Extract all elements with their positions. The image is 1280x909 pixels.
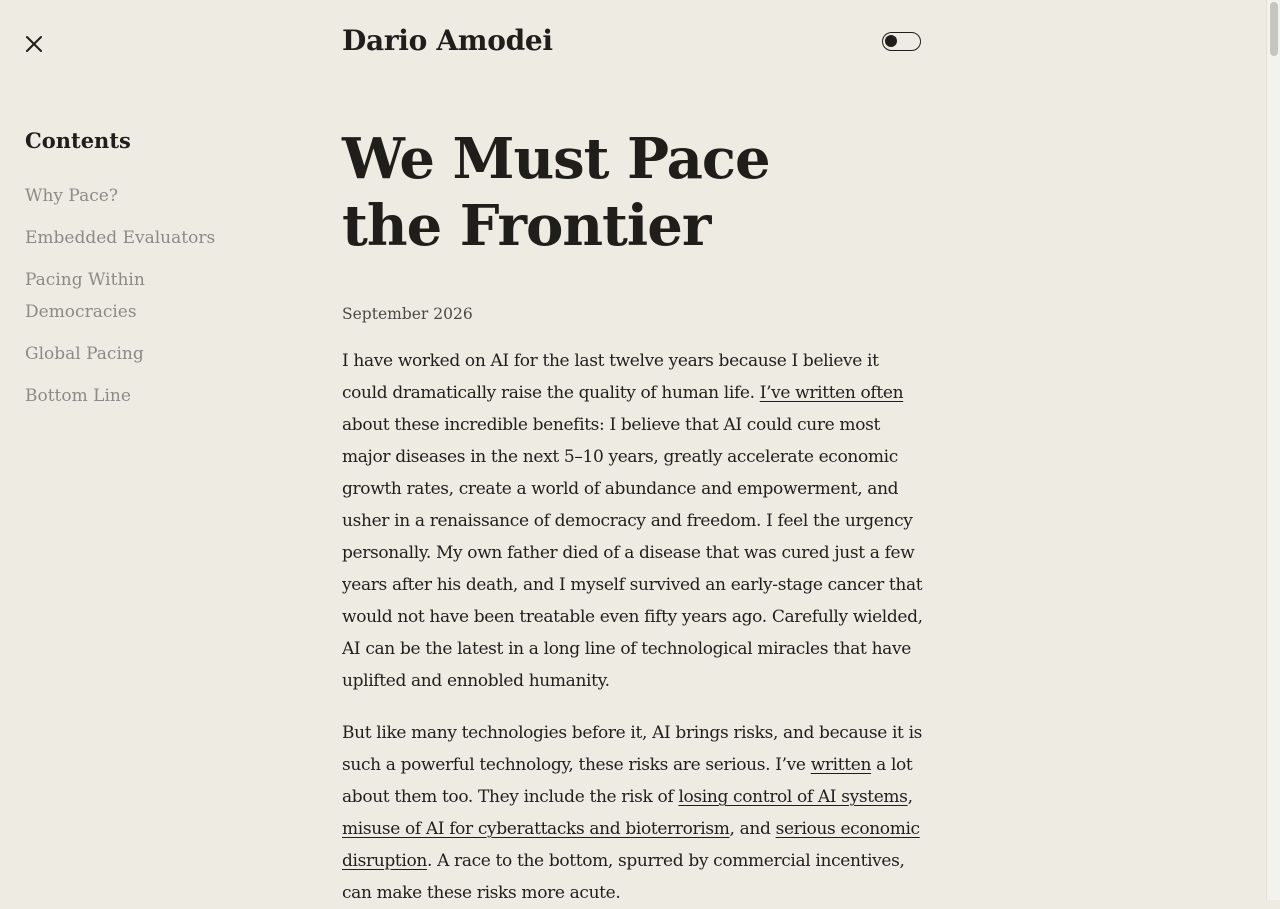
paragraph-1 <box>342 345 924 697</box>
paragraph-text: . A race to the bottom, spurred by commercial incentives, can make these risks more acute. <box>342 851 905 903</box>
link-economic-disruption[interactable]: serious economic disruption <box>342 819 920 871</box>
link-losing-control[interactable]: losing control of AI systems <box>678 787 908 807</box>
paragraph-text: about these incredible benefits: I believe that AI could cure most major diseases in the next 5–10 years, greatly accelerate economic growth rates, create a world of abundance and empowerment, and usher in a renaissance of democracy and freedom. I feel the urgency personally. My own father died of a disease that was cured just a few years after his death, and I myself survived an early-stage cancer that would not have been treatable even fifty years ago. Carefully wielded, AI can be the latest in a long line of technological miracles that have uplifted and ennobled humanity. <box>342 415 923 691</box>
paragraph-text: , <box>907 787 913 807</box>
article <box>342 126 924 909</box>
paragraph-2 <box>342 717 924 909</box>
theme-toggle[interactable] <box>882 32 921 51</box>
paragraph-text: , and <box>729 819 776 839</box>
article-title: We Must Pace the Frontier <box>342 126 770 259</box>
table-of-contents <box>25 128 245 422</box>
publication-date: September 2026 <box>342 305 473 323</box>
paragraph-text: I have worked on AI for the last twelve years because I believe it could dramatically raise the quality of human life. <box>342 351 879 403</box>
paragraph-text: But like many technologies before it, AI brings risks, and because it is such a powerful technology, these risks are serious. I’ve <box>342 723 923 775</box>
link-ive-written-often[interactable]: I’ve written often <box>759 383 904 403</box>
close-button[interactable] <box>23 33 45 55</box>
toggle-knob <box>885 35 897 47</box>
paragraph-text: a lot about them too. They include the risk of <box>342 755 913 807</box>
scrollbar[interactable] <box>1266 0 1280 900</box>
toc-item-pacing-within-democracies[interactable]: Pacing Within Democracies <box>25 270 145 322</box>
site-title[interactable]: Dario Amodei <box>342 24 553 57</box>
toc-item-global-pacing[interactable]: Global Pacing <box>25 344 144 364</box>
toc-item-why-pace[interactable]: Why Pace? <box>25 186 118 206</box>
link-written[interactable]: written <box>810 755 872 775</box>
close-icon <box>23 33 45 55</box>
toc-title: Contents <box>25 128 131 153</box>
toc-item-bottom-line[interactable]: Bottom Line <box>25 386 131 406</box>
link-misuse-of-ai[interactable]: misuse of AI for cyberattacks and bioterrorism <box>342 819 730 839</box>
scrollbar-thumb[interactable] <box>1270 2 1278 56</box>
toc-item-embedded-evaluators[interactable]: Embedded Evaluators <box>25 228 216 248</box>
